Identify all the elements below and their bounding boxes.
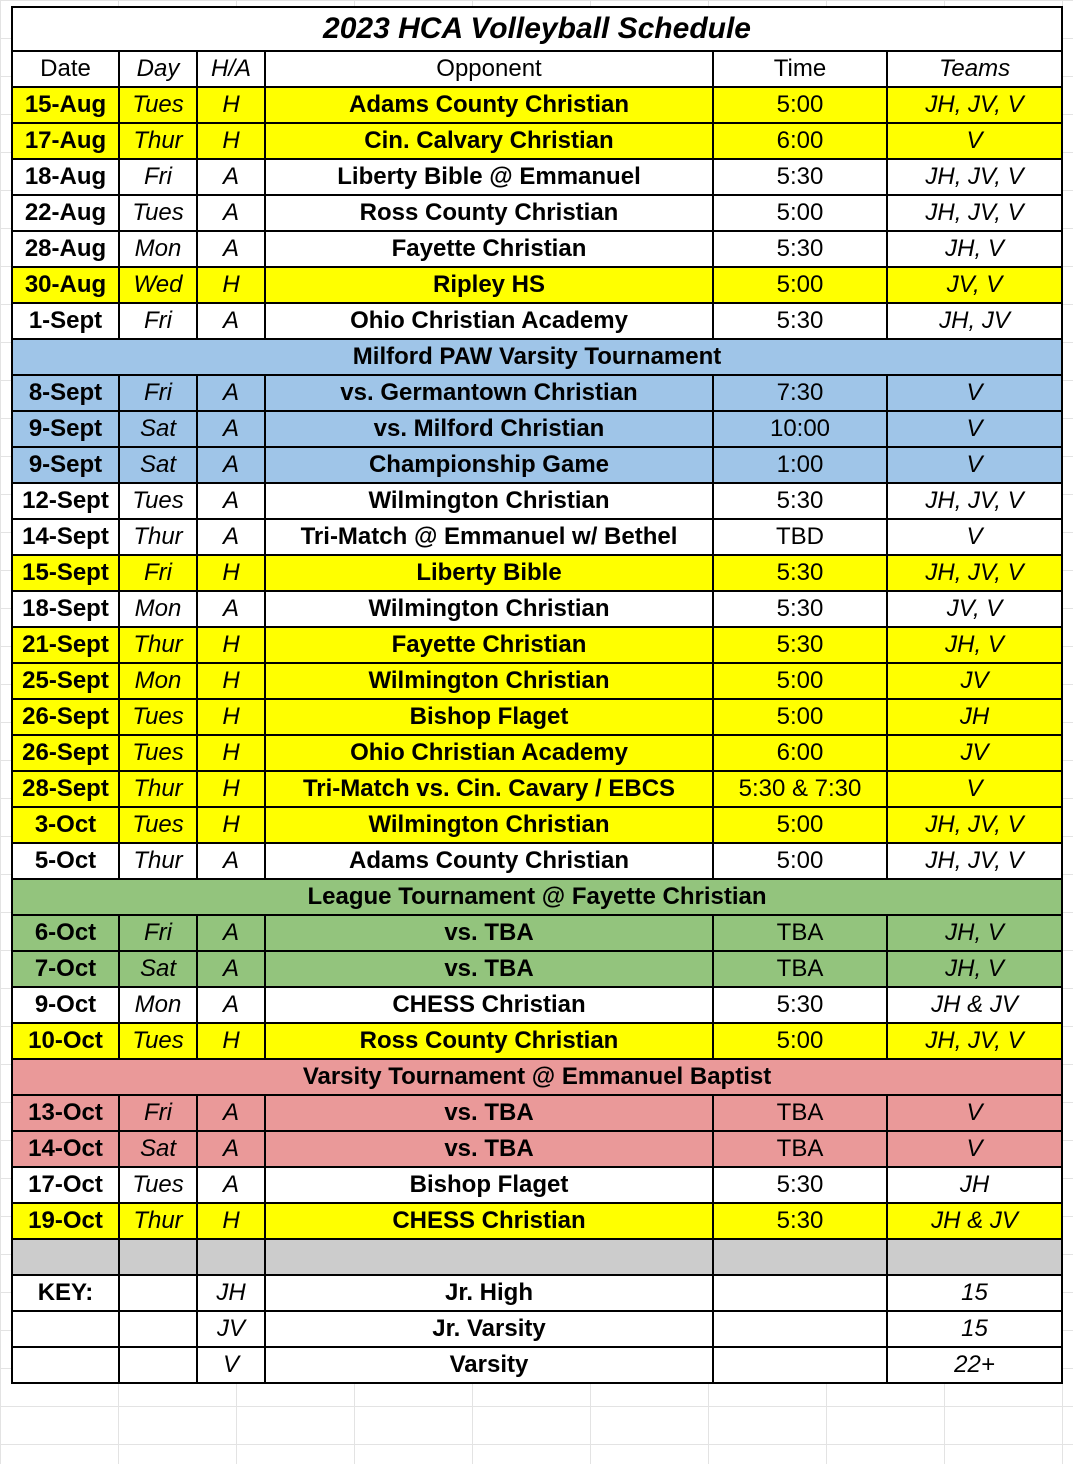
time-cell: 6:00 [713, 735, 887, 771]
key-empty-cell [119, 1275, 197, 1311]
home-away-cell: H [197, 771, 265, 807]
day-cell: Thur [119, 519, 197, 555]
key-empty-cell [119, 1347, 197, 1383]
game-row [12, 987, 1062, 1023]
opponent-cell: Adams County Christian [265, 87, 713, 123]
blank-cell [119, 1239, 197, 1275]
time-cell: 5:00 [713, 807, 887, 843]
game-row [12, 915, 1062, 951]
blank-cell [887, 1239, 1062, 1275]
time-cell: TBD [713, 519, 887, 555]
teams-cell: JH, JV, V [887, 807, 1062, 843]
time-cell: 5:30 [713, 1167, 887, 1203]
blank-cell [197, 1239, 265, 1275]
game-row [12, 807, 1062, 843]
game-row [12, 303, 1062, 339]
teams-cell: V [887, 447, 1062, 483]
key-count: 15 [887, 1275, 1062, 1311]
date-cell: 3-Oct [12, 807, 119, 843]
key-label-cell [12, 1311, 119, 1347]
date-cell: 5-Oct [12, 843, 119, 879]
schedule-title: 2023 HCA Volleyball Schedule [12, 7, 1062, 51]
day-cell: Tues [119, 87, 197, 123]
teams-cell: JH, JV, V [887, 555, 1062, 591]
teams-cell: JH, V [887, 951, 1062, 987]
game-row [12, 951, 1062, 987]
opponent-cell: Bishop Flaget [265, 699, 713, 735]
day-cell: Tues [119, 699, 197, 735]
day-cell: Thur [119, 1203, 197, 1239]
date-cell: 6-Oct [12, 915, 119, 951]
game-row [12, 231, 1062, 267]
header-teams: Teams [887, 51, 1062, 87]
game-row [12, 771, 1062, 807]
day-cell: Tues [119, 1023, 197, 1059]
opponent-cell: Tri-Match vs. Cin. Cavary / EBCS [265, 771, 713, 807]
key-empty-cell [713, 1347, 887, 1383]
home-away-cell: A [197, 987, 265, 1023]
teams-cell: JV [887, 663, 1062, 699]
time-cell: 5:00 [713, 843, 887, 879]
time-cell: 5:30 [713, 483, 887, 519]
home-away-cell: A [197, 591, 265, 627]
key-empty-cell [713, 1275, 887, 1311]
key-row [12, 1347, 1062, 1383]
date-cell: 17-Aug [12, 123, 119, 159]
teams-cell: JH, JV, V [887, 195, 1062, 231]
game-row [12, 411, 1062, 447]
schedule-table [11, 6, 1063, 1384]
time-cell: 6:00 [713, 123, 887, 159]
opponent-cell: Championship Game [265, 447, 713, 483]
day-cell: Thur [119, 771, 197, 807]
day-cell: Fri [119, 915, 197, 951]
teams-cell: V [887, 1131, 1062, 1167]
teams-cell: JH, JV, V [887, 483, 1062, 519]
opponent-cell: Ross County Christian [265, 195, 713, 231]
day-cell: Fri [119, 1095, 197, 1131]
opponent-cell: Ripley HS [265, 267, 713, 303]
teams-cell: JH, V [887, 627, 1062, 663]
time-cell: TBA [713, 1095, 887, 1131]
teams-cell: JV, V [887, 591, 1062, 627]
day-cell: Thur [119, 843, 197, 879]
day-cell: Fri [119, 159, 197, 195]
day-cell: Mon [119, 231, 197, 267]
time-cell: TBA [713, 1131, 887, 1167]
time-cell: 5:00 [713, 699, 887, 735]
day-cell: Tues [119, 1167, 197, 1203]
opponent-cell: CHESS Christian [265, 1203, 713, 1239]
game-row [12, 591, 1062, 627]
game-row [12, 699, 1062, 735]
opponent-cell: Bishop Flaget [265, 1167, 713, 1203]
blank-row [12, 1239, 1062, 1275]
blank-cell [265, 1239, 713, 1275]
key-count: 15 [887, 1311, 1062, 1347]
game-row [12, 1203, 1062, 1239]
game-row [12, 735, 1062, 771]
home-away-cell: A [197, 447, 265, 483]
day-cell: Mon [119, 591, 197, 627]
key-row [12, 1275, 1062, 1311]
date-cell: 14-Sept [12, 519, 119, 555]
opponent-cell: Liberty Bible [265, 555, 713, 591]
home-away-cell: A [197, 411, 265, 447]
home-away-cell: H [197, 1023, 265, 1059]
game-row [12, 555, 1062, 591]
teams-cell: V [887, 771, 1062, 807]
time-cell: 5:30 [713, 231, 887, 267]
date-cell: 12-Sept [12, 483, 119, 519]
teams-cell: JH [887, 1167, 1062, 1203]
game-row [12, 1131, 1062, 1167]
opponent-cell: Ross County Christian [265, 1023, 713, 1059]
home-away-cell: H [197, 663, 265, 699]
opponent-cell: Liberty Bible @ Emmanuel [265, 159, 713, 195]
day-cell: Tues [119, 807, 197, 843]
date-cell: 9-Sept [12, 447, 119, 483]
day-cell: Mon [119, 987, 197, 1023]
header-ha: H/A [197, 51, 265, 87]
home-away-cell: A [197, 1095, 265, 1131]
home-away-cell: H [197, 807, 265, 843]
day-cell: Sat [119, 447, 197, 483]
teams-cell: JH, JV [887, 303, 1062, 339]
date-cell: 15-Sept [12, 555, 119, 591]
opponent-cell: Wilmington Christian [265, 663, 713, 699]
date-cell: 10-Oct [12, 1023, 119, 1059]
home-away-cell: H [197, 123, 265, 159]
time-cell: 5:30 [713, 159, 887, 195]
game-row [12, 159, 1062, 195]
opponent-cell: Adams County Christian [265, 843, 713, 879]
game-row [12, 123, 1062, 159]
opponent-cell: vs. Germantown Christian [265, 375, 713, 411]
game-row [12, 87, 1062, 123]
game-row [12, 1095, 1062, 1131]
date-cell: 7-Oct [12, 951, 119, 987]
date-cell: 1-Sept [12, 303, 119, 339]
opponent-cell: vs. TBA [265, 1131, 713, 1167]
teams-cell: JV [887, 735, 1062, 771]
opponent-cell: vs. TBA [265, 915, 713, 951]
day-cell: Tues [119, 735, 197, 771]
date-cell: 9-Oct [12, 987, 119, 1023]
key-label-cell: KEY: [12, 1275, 119, 1311]
home-away-cell: H [197, 627, 265, 663]
date-cell: 15-Aug [12, 87, 119, 123]
opponent-cell: Wilmington Christian [265, 483, 713, 519]
time-cell: TBA [713, 915, 887, 951]
time-cell: 5:30 [713, 303, 887, 339]
date-cell: 18-Sept [12, 591, 119, 627]
section-title: Milford PAW Varsity Tournament [12, 339, 1062, 375]
teams-cell: JH [887, 699, 1062, 735]
day-cell: Fri [119, 555, 197, 591]
title-row [12, 7, 1062, 51]
day-cell: Sat [119, 411, 197, 447]
date-cell: 19-Oct [12, 1203, 119, 1239]
opponent-cell: Wilmington Christian [265, 591, 713, 627]
time-cell: 7:30 [713, 375, 887, 411]
home-away-cell: H [197, 87, 265, 123]
teams-cell: JV, V [887, 267, 1062, 303]
date-cell: 21-Sept [12, 627, 119, 663]
teams-cell: JH, JV, V [887, 843, 1062, 879]
home-away-cell: A [197, 1131, 265, 1167]
blank-cell [713, 1239, 887, 1275]
teams-cell: JH, JV, V [887, 159, 1062, 195]
home-away-cell: A [197, 915, 265, 951]
home-away-cell: A [197, 159, 265, 195]
home-away-cell: H [197, 267, 265, 303]
teams-cell: V [887, 1095, 1062, 1131]
opponent-cell: Tri-Match @ Emmanuel w/ Bethel [265, 519, 713, 555]
date-cell: 22-Aug [12, 195, 119, 231]
time-cell: 1:00 [713, 447, 887, 483]
opponent-cell: Cin. Calvary Christian [265, 123, 713, 159]
date-cell: 25-Sept [12, 663, 119, 699]
day-cell: Thur [119, 627, 197, 663]
date-cell: 30-Aug [12, 267, 119, 303]
time-cell: 5:30 [713, 627, 887, 663]
game-row [12, 1023, 1062, 1059]
home-away-cell: A [197, 519, 265, 555]
key-count: 22+ [887, 1347, 1062, 1383]
section-row [12, 1059, 1062, 1095]
teams-cell: V [887, 123, 1062, 159]
game-row [12, 663, 1062, 699]
game-row [12, 843, 1062, 879]
time-cell: 5:00 [713, 87, 887, 123]
game-row [12, 375, 1062, 411]
day-cell: Sat [119, 951, 197, 987]
date-cell: 28-Aug [12, 231, 119, 267]
opponent-cell: CHESS Christian [265, 987, 713, 1023]
date-cell: 26-Sept [12, 699, 119, 735]
opponent-cell: Fayette Christian [265, 231, 713, 267]
teams-cell: JH & JV [887, 987, 1062, 1023]
home-away-cell: A [197, 1167, 265, 1203]
teams-cell: JH & JV [887, 1203, 1062, 1239]
header-row [12, 51, 1062, 87]
teams-cell: V [887, 519, 1062, 555]
game-row [12, 627, 1062, 663]
home-away-cell: A [197, 375, 265, 411]
day-cell: Wed [119, 267, 197, 303]
header-time: Time [713, 51, 887, 87]
home-away-cell: A [197, 483, 265, 519]
opponent-cell: Ohio Christian Academy [265, 303, 713, 339]
day-cell: Fri [119, 375, 197, 411]
key-empty-cell [713, 1311, 887, 1347]
game-row [12, 195, 1062, 231]
day-cell: Tues [119, 195, 197, 231]
key-abbr: JV [197, 1311, 265, 1347]
teams-cell: JH, V [887, 915, 1062, 951]
day-cell: Tues [119, 483, 197, 519]
game-row [12, 519, 1062, 555]
opponent-cell: Ohio Christian Academy [265, 735, 713, 771]
game-row [12, 483, 1062, 519]
opponent-cell: Wilmington Christian [265, 807, 713, 843]
day-cell: Thur [119, 123, 197, 159]
date-cell: 8-Sept [12, 375, 119, 411]
header-day: Day [119, 51, 197, 87]
key-name: Varsity [265, 1347, 713, 1383]
section-row [12, 339, 1062, 375]
home-away-cell: A [197, 951, 265, 987]
time-cell: 5:30 & 7:30 [713, 771, 887, 807]
key-name: Jr. Varsity [265, 1311, 713, 1347]
header-opponent: Opponent [265, 51, 713, 87]
opponent-cell: vs. TBA [265, 1095, 713, 1131]
home-away-cell: A [197, 231, 265, 267]
key-row [12, 1311, 1062, 1347]
key-abbr: JH [197, 1275, 265, 1311]
teams-cell: JH, V [887, 231, 1062, 267]
home-away-cell: A [197, 195, 265, 231]
key-name: Jr. High [265, 1275, 713, 1311]
time-cell: 5:00 [713, 267, 887, 303]
time-cell: 5:30 [713, 555, 887, 591]
game-row [12, 1167, 1062, 1203]
time-cell: 5:00 [713, 663, 887, 699]
opponent-cell: Fayette Christian [265, 627, 713, 663]
teams-cell: JH, JV, V [887, 1023, 1062, 1059]
home-away-cell: H [197, 1203, 265, 1239]
teams-cell: V [887, 375, 1062, 411]
day-cell: Sat [119, 1131, 197, 1167]
key-empty-cell [119, 1311, 197, 1347]
home-away-cell: A [197, 303, 265, 339]
header-date: Date [12, 51, 119, 87]
blank-cell [12, 1239, 119, 1275]
teams-cell: JH, JV, V [887, 87, 1062, 123]
date-cell: 13-Oct [12, 1095, 119, 1131]
day-cell: Fri [119, 303, 197, 339]
teams-cell: V [887, 411, 1062, 447]
time-cell: 10:00 [713, 411, 887, 447]
time-cell: 5:00 [713, 195, 887, 231]
home-away-cell: H [197, 699, 265, 735]
date-cell: 26-Sept [12, 735, 119, 771]
game-row [12, 267, 1062, 303]
game-row [12, 447, 1062, 483]
key-abbr: V [197, 1347, 265, 1383]
home-away-cell: A [197, 843, 265, 879]
time-cell: 5:30 [713, 1203, 887, 1239]
date-cell: 18-Aug [12, 159, 119, 195]
date-cell: 9-Sept [12, 411, 119, 447]
time-cell: 5:30 [713, 591, 887, 627]
date-cell: 28-Sept [12, 771, 119, 807]
date-cell: 14-Oct [12, 1131, 119, 1167]
section-row [12, 879, 1062, 915]
section-title: League Tournament @ Fayette Christian [12, 879, 1062, 915]
section-title: Varsity Tournament @ Emmanuel Baptist [12, 1059, 1062, 1095]
time-cell: 5:00 [713, 1023, 887, 1059]
time-cell: TBA [713, 951, 887, 987]
opponent-cell: vs. TBA [265, 951, 713, 987]
time-cell: 5:30 [713, 987, 887, 1023]
home-away-cell: H [197, 555, 265, 591]
opponent-cell: vs. Milford Christian [265, 411, 713, 447]
key-label-cell [12, 1347, 119, 1383]
home-away-cell: H [197, 735, 265, 771]
date-cell: 17-Oct [12, 1167, 119, 1203]
day-cell: Mon [119, 663, 197, 699]
